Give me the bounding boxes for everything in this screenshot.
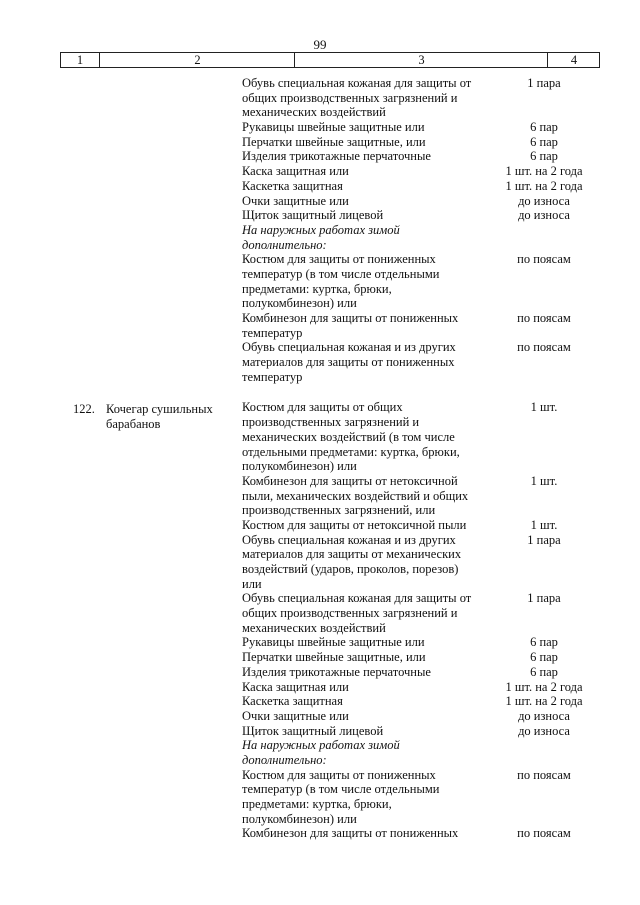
table-row bbox=[60, 812, 600, 827]
item-quantity: до износа bbox=[518, 193, 570, 208]
table-row bbox=[60, 282, 600, 297]
table-header-row bbox=[60, 52, 600, 68]
table-row bbox=[60, 370, 600, 385]
item-text: Перчатки швейные защитные, или bbox=[242, 650, 426, 665]
item-text: отдельными предметами: куртка, брюки, bbox=[242, 444, 460, 459]
table-row bbox=[60, 782, 600, 797]
column-header-4: 4 bbox=[547, 53, 600, 67]
item-quantity: 1 шт. bbox=[530, 517, 558, 532]
table-row bbox=[60, 694, 600, 709]
item-quantity: 6 пар bbox=[530, 149, 558, 164]
table-row bbox=[60, 533, 600, 548]
table-row bbox=[60, 489, 600, 504]
item-quantity: до износа bbox=[518, 708, 570, 723]
item-quantity: по поясам bbox=[517, 252, 571, 267]
table-row bbox=[60, 179, 600, 194]
entry-title-line: Кочегар сушильных bbox=[106, 402, 213, 416]
column-header-3: 3 bbox=[294, 53, 548, 67]
item-quantity: по поясам bbox=[517, 340, 571, 355]
item-text: температур bbox=[242, 369, 303, 384]
item-text: механических воздействий (в том числе bbox=[242, 429, 455, 444]
item-text: Костюм для защиты от пониженных bbox=[242, 767, 436, 782]
item-text: или bbox=[242, 576, 262, 591]
table-row bbox=[60, 680, 600, 695]
item-text: Рукавицы швейные защитные или bbox=[242, 635, 425, 650]
item-text: Рукавицы швейные защитные или bbox=[242, 120, 425, 135]
item-text: предметами: куртка, брюки, bbox=[242, 281, 392, 296]
entry-title-line: барабанов bbox=[106, 416, 161, 431]
table-row bbox=[60, 621, 600, 636]
item-text: полукомбинезон) или bbox=[242, 811, 357, 826]
item-text: Костюм для защиты от пониженных bbox=[242, 252, 436, 267]
item-text: материалов для защиты от пониженных bbox=[242, 355, 455, 370]
item-text: Изделия трикотажные перчаточные bbox=[242, 149, 431, 164]
item-text: На наружных работах зимой bbox=[242, 222, 400, 237]
item-text: Комбинезон для защиты от нетоксичной bbox=[242, 473, 458, 488]
item-quantity: 1 пара bbox=[527, 532, 561, 547]
table-row bbox=[60, 562, 600, 577]
table-row bbox=[60, 474, 600, 489]
item-quantity: 6 пар bbox=[530, 120, 558, 135]
table-row bbox=[60, 768, 600, 783]
item-text: Обувь специальная кожаная для защиты от bbox=[242, 591, 472, 606]
item-quantity: 1 шт. на 2 года bbox=[505, 164, 583, 179]
item-text: Костюм для защиты от нетоксичной пыли bbox=[242, 517, 467, 532]
table-row bbox=[60, 135, 600, 150]
table-row bbox=[60, 797, 600, 812]
item-text: Каскетка защитная bbox=[242, 178, 343, 193]
item-text: Комбинезон для защиты от пониженных bbox=[242, 311, 459, 325]
item-text: температур (в том числе отдельными bbox=[242, 266, 440, 281]
section-gap bbox=[60, 384, 600, 400]
item-quantity: до износа bbox=[518, 208, 570, 223]
item-text: Обувь специальная кожаная и из других bbox=[242, 532, 456, 547]
table-row bbox=[60, 547, 600, 562]
item-quantity: 1 пара bbox=[527, 76, 561, 90]
table-row bbox=[60, 650, 600, 665]
table-row bbox=[60, 606, 600, 621]
item-quantity: 1 шт. bbox=[530, 473, 558, 488]
item-quantity: по поясам bbox=[517, 311, 571, 325]
item-quantity: 6 пар bbox=[530, 134, 558, 149]
item-quantity: по поясам bbox=[517, 826, 571, 841]
item-text: Каскетка защитная bbox=[242, 694, 343, 709]
item-text: Обувь специальная кожаная и из других bbox=[242, 340, 456, 355]
table-row bbox=[60, 459, 600, 474]
table-body bbox=[60, 76, 600, 841]
item-quantity: по поясам bbox=[517, 767, 571, 782]
item-text: производственных загрязнений, или bbox=[242, 503, 436, 518]
table-row bbox=[60, 223, 600, 238]
item-text: Щиток защитный лицевой bbox=[242, 723, 384, 738]
item-text: Обувь специальная кожаная для защиты от bbox=[242, 76, 472, 90]
table-row bbox=[60, 635, 600, 650]
item-text: Изделия трикотажные перчаточные bbox=[242, 664, 431, 679]
table-row bbox=[60, 724, 600, 739]
table-row bbox=[60, 430, 600, 445]
table-row bbox=[60, 738, 600, 753]
page-number: 99 bbox=[313, 37, 327, 52]
item-quantity: 1 шт. bbox=[530, 400, 558, 415]
table-row bbox=[60, 149, 600, 164]
item-text: дополнительно: bbox=[242, 237, 327, 252]
item-text: общих производственных загрязнений и bbox=[242, 606, 458, 621]
table-row bbox=[60, 445, 600, 460]
table-row bbox=[60, 826, 600, 841]
item-text: Очки защитные или bbox=[242, 193, 349, 208]
item-quantity: 1 шт. на 2 года bbox=[505, 679, 583, 694]
table-row bbox=[60, 164, 600, 179]
table-row bbox=[60, 208, 600, 223]
table-row bbox=[60, 591, 600, 606]
table-row bbox=[60, 326, 600, 341]
table-row bbox=[60, 753, 600, 768]
item-text: Перчатки швейные защитные, или bbox=[242, 134, 426, 149]
item-text: производственных загрязнений и bbox=[242, 415, 420, 430]
column-header-1: 1 bbox=[76, 53, 84, 67]
item-quantity: 6 пар bbox=[530, 650, 558, 665]
column-header-2: 2 bbox=[99, 53, 295, 67]
item-text: На наружных работах зимой bbox=[242, 738, 400, 753]
table-row bbox=[60, 355, 600, 370]
item-quantity: 1 шт. на 2 года bbox=[505, 694, 583, 709]
item-text: дополнительно: bbox=[242, 752, 327, 767]
table-row bbox=[60, 709, 600, 724]
item-text: Каска защитная или bbox=[242, 164, 349, 179]
table-row bbox=[60, 340, 600, 355]
table-row bbox=[60, 577, 600, 592]
item-quantity: до износа bbox=[518, 723, 570, 738]
table-row bbox=[60, 267, 600, 282]
table-row bbox=[60, 91, 600, 106]
item-quantity: 6 пар bbox=[530, 635, 558, 650]
item-text: Щиток защитный лицевой bbox=[242, 208, 384, 223]
table-row bbox=[60, 665, 600, 680]
item-text: воздействий (ударов, проколов, порезов) bbox=[242, 562, 459, 576]
item-text: Очки защитные или bbox=[242, 708, 349, 723]
table-row bbox=[60, 503, 600, 518]
entry-number: 122. bbox=[73, 402, 95, 416]
item-text: Каска защитная или bbox=[242, 679, 349, 694]
table-row bbox=[60, 194, 600, 209]
item-text: механических воздействий bbox=[242, 105, 386, 120]
table-row bbox=[60, 120, 600, 135]
item-quantity: 1 пара bbox=[527, 591, 561, 606]
table-row bbox=[60, 76, 600, 91]
item-text: полукомбинезон) или bbox=[242, 296, 357, 311]
table-row bbox=[60, 252, 600, 267]
item-text: полукомбинезон) или bbox=[242, 459, 357, 474]
item-text: материалов для защиты от механических bbox=[242, 547, 462, 562]
item-text: общих производственных загрязнений и bbox=[242, 90, 458, 105]
item-text: Костюм для защиты от общих bbox=[242, 400, 403, 415]
item-text: температур bbox=[242, 325, 303, 340]
item-text: механических воздействий bbox=[242, 620, 386, 635]
item-quantity: 1 шт. на 2 года bbox=[505, 178, 583, 193]
table-row bbox=[60, 238, 600, 253]
item-text: пыли, механических воздействий и общих bbox=[242, 488, 469, 503]
table-row bbox=[60, 105, 600, 120]
table-row bbox=[60, 518, 600, 533]
item-quantity: 6 пар bbox=[530, 664, 558, 679]
item-text: температур (в том числе отдельными bbox=[242, 782, 440, 797]
entry-profession-title bbox=[106, 402, 236, 431]
item-text: предметами: куртка, брюки, bbox=[242, 797, 392, 811]
item-text: Комбинезон для защиты от пониженных bbox=[242, 826, 459, 841]
table-row bbox=[60, 296, 600, 311]
table-row bbox=[60, 311, 600, 326]
